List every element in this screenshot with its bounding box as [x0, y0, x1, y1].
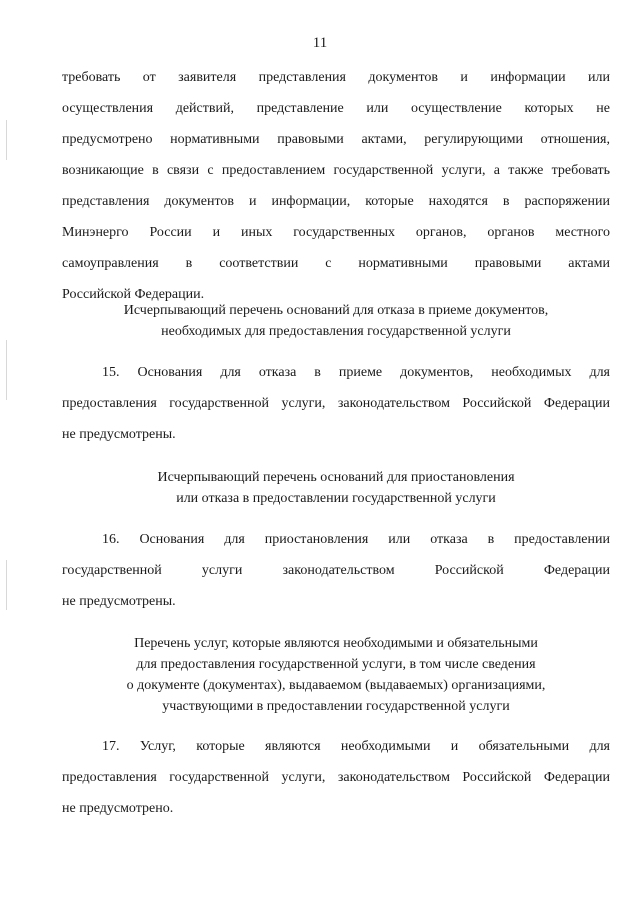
heading-line: участвующими в предоставлении государственной услуги — [162, 699, 510, 714]
paragraph-line: осуществления действий, представление или осуществление которых не — [62, 101, 610, 116]
paragraph-line: возникающие в связи с предоставлением государственной услуги, а также требовать — [62, 163, 610, 178]
paragraph-line: не предусмотрены. — [62, 594, 176, 609]
paragraph-line: Минэнерго России и иных государственных органов, органов местного — [62, 225, 610, 240]
paragraph-16 — [62, 530, 610, 623]
scan-mark — [6, 560, 7, 610]
paragraph-continuation — [62, 68, 610, 316]
paragraph-17 — [62, 737, 610, 830]
heading-line: о документе (документах), выдаваемом (выдаваемых) организациями, — [126, 678, 546, 693]
paragraph-line: 16. Основания для приостановления или отказа в предоставлении — [102, 532, 610, 547]
paragraph-line: не предусмотрено. — [62, 801, 174, 816]
paragraph-line: предусмотрено нормативными правовыми актами, регулирующими отношения, — [62, 132, 610, 147]
paragraph-line: 15. Основания для отказа в приеме документов, необходимых для — [102, 365, 610, 380]
heading-line: для предоставления государственной услуги, в том числе сведения — [136, 657, 536, 672]
paragraph-15 — [62, 363, 610, 456]
heading-line: Перечень услуг, которые являются необходимыми и обязательными — [134, 636, 538, 651]
scan-mark — [6, 340, 7, 400]
heading-line: Исчерпывающий перечень оснований для отказа в приеме документов, — [123, 303, 549, 318]
paragraph-line: представления документов и информации, которые находятся в распоряжении — [62, 194, 610, 209]
scan-mark — [6, 120, 7, 160]
paragraph-line: требовать от заявителя представления документов и информации или — [62, 70, 610, 85]
section-heading-services — [62, 634, 610, 718]
heading-line: Исчерпывающий перечень оснований для приостановления — [157, 470, 515, 485]
paragraph-line: государственной услуги законодательством Российской Федерации — [62, 563, 610, 578]
heading-line: или отказа в предоставлении государственной услуги — [176, 491, 496, 506]
heading-line: необходимых для предоставления государственной услуги — [161, 324, 511, 339]
page-number: 11 — [312, 35, 328, 51]
paragraph-line: предоставления государственной услуги, законодательством Российской Федерации — [62, 396, 610, 411]
paragraph-line: Российской Федерации. — [62, 287, 205, 302]
paragraph-line: не предусмотрены. — [62, 427, 176, 442]
section-heading-suspension — [62, 468, 610, 510]
paragraph-line: предоставления государственной услуги, законодательством Российской Федерации — [62, 770, 610, 785]
paragraph-line: 17. Услуг, которые являются необходимыми и обязательными для — [102, 739, 610, 754]
paragraph-line: самоуправления в соответствии с нормативными правовыми актами — [62, 256, 610, 271]
section-heading-refusal-docs — [62, 301, 610, 343]
